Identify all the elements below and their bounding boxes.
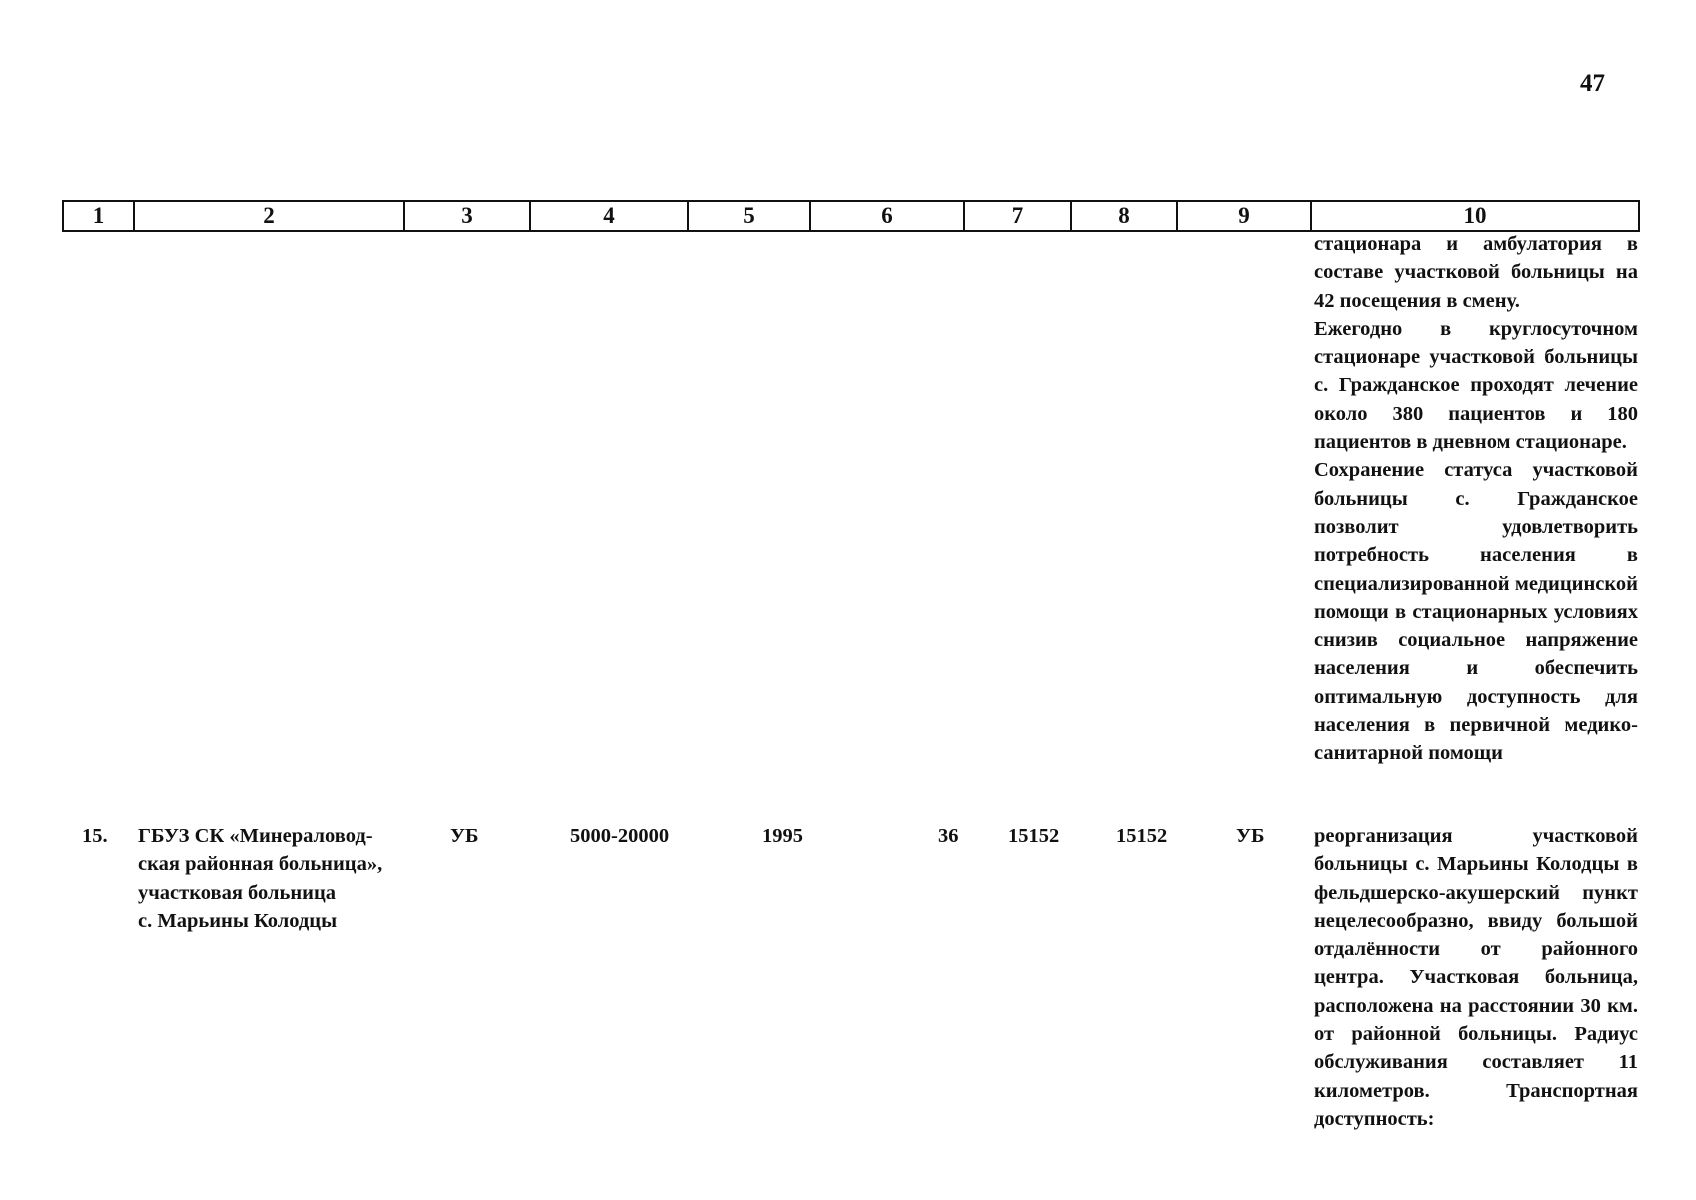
header-col-9: 9 [1177, 201, 1311, 231]
header-col-7: 7 [964, 201, 1071, 231]
header-row [63, 201, 1639, 231]
institution-name-line: участковая больница [138, 881, 337, 904]
header-col-6: 6 [810, 201, 964, 231]
proposed-type: УБ [1236, 825, 1265, 847]
header-col-4: 4 [530, 201, 688, 231]
col-6-value: 36 [938, 825, 959, 847]
header-col-2: 2 [134, 201, 404, 231]
page-number: 47 [1580, 70, 1605, 97]
header-col-3: 3 [404, 201, 530, 231]
continuation-paragraph: стационара и амбулатория в составе участковой больницы на 42 посещения в смену. [1314, 233, 1638, 312]
column-number-header-table [62, 200, 1640, 232]
continuation-text [1314, 230, 1638, 768]
header-col-5: 5 [688, 201, 810, 231]
institution-name [138, 822, 418, 935]
header-col-1: 1 [63, 201, 134, 231]
facility-type: УБ [450, 825, 479, 847]
col-7-value: 15152 [1008, 825, 1060, 847]
continuation-paragraph: Сохранение статуса участковой больницы с. Гражданское позволит удовлетворить потребность населения в специализированной медицинской помощи в стационарных условиях снизив социальное напряжение населения и обеспечить оптимальную доступность для населения в первичной медико-санитарной помощи [1314, 459, 1638, 765]
row-number: 15. [82, 825, 108, 847]
header-col-8: 8 [1071, 201, 1177, 231]
institution-name-line: ГБУЗ СК «Минераловод- [138, 825, 373, 847]
population-range: 5000-20000 [570, 825, 670, 847]
year: 1995 [762, 825, 803, 847]
continuation-paragraph: Ежегодно в круглосуточном стационаре участковой больницы с. Гражданское проходят лечение около 380 пациентов и 180 пациентов в дневном стационаре. [1314, 317, 1638, 454]
institution-name-line: с. Марьины Колодцы [138, 909, 338, 932]
col-8-value: 15152 [1116, 825, 1168, 847]
justification-text: реорганизация участковой больницы с. Марьины Колодцы в фельдшерско-акушерский пункт нецелесообразно, ввиду большой отдалённости от районного центра. Участковая больница, расположена на расстоянии 30 км. от районной больницы. Радиус обслуживания составляет 11 километров. Транспортная доступность: [1314, 825, 1638, 1130]
header-col-10: 10 [1311, 201, 1639, 231]
institution-name-line: ская районная больница», [138, 853, 383, 876]
